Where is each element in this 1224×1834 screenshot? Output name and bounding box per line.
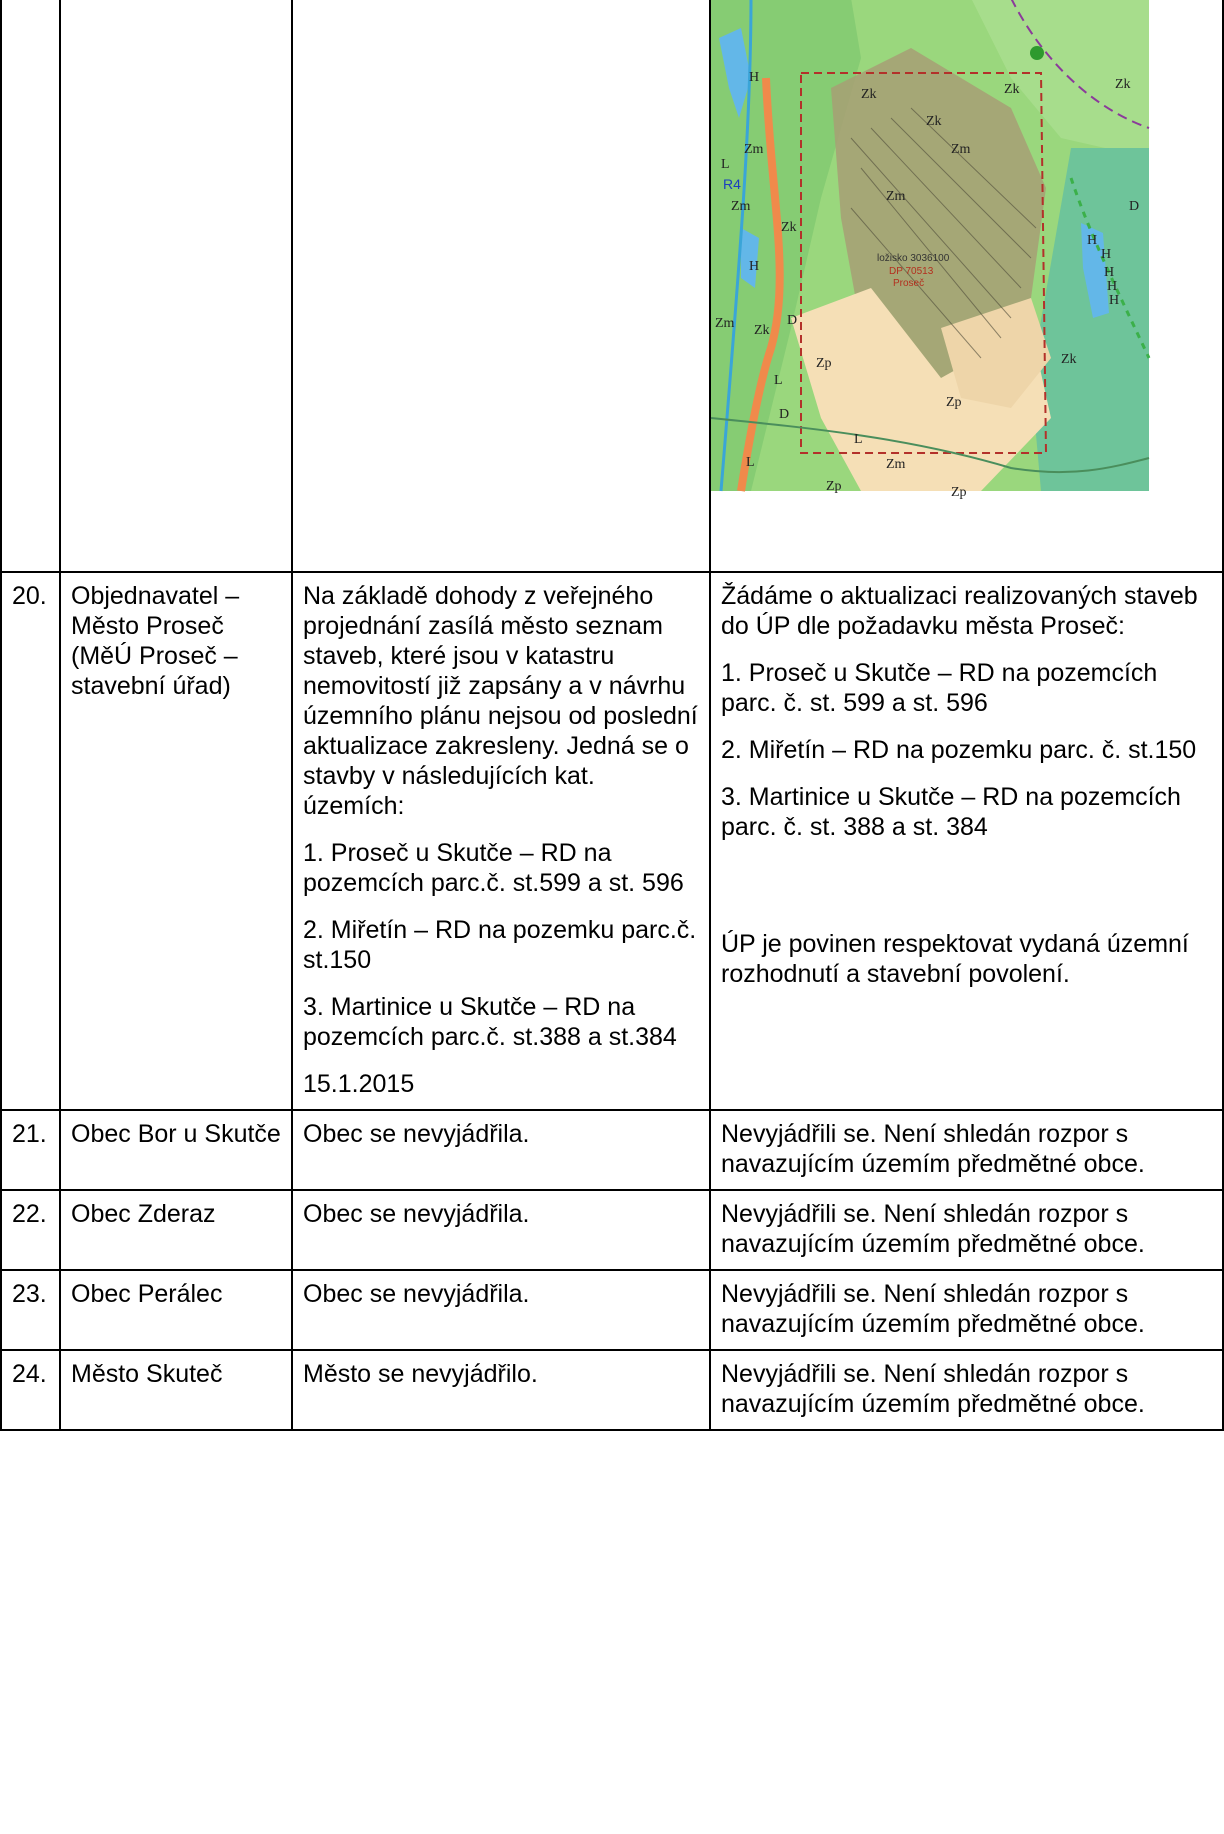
map-label-zp: Zp <box>951 485 967 500</box>
request-date: 15.1.2015 <box>303 1070 415 1098</box>
row-submitter: Objednavatel – Město Proseč (MěÚ Proseč – stavební úřad) <box>60 572 292 1110</box>
row-number: 23. <box>1 1270 60 1350</box>
response-note: ÚP je povinen respektovat vydaná územní rozhodnutí a stavební povolení. <box>721 930 1189 988</box>
row-response <box>710 572 1223 1110</box>
row-request: Obec se nevyjádřila. <box>292 1110 710 1190</box>
map-label-zp: Zp <box>816 356 832 371</box>
map-label-zm: Zm <box>886 457 906 472</box>
map-label-zk: Zk <box>1061 352 1077 367</box>
map-excerpt <box>711 0 1212 500</box>
cell-number-empty <box>1 0 60 572</box>
response-spacer <box>721 859 1212 929</box>
map-label-d: D <box>1129 199 1140 214</box>
map-label-l: L <box>746 455 755 470</box>
cell-map <box>710 0 1223 572</box>
map-label-h: H <box>749 70 760 85</box>
row-number: 24. <box>1 1350 60 1430</box>
map-label-zp: Zp <box>946 395 962 410</box>
map-label-l: L <box>774 373 783 388</box>
row-request: Město se nevyjádřilo. <box>292 1350 710 1430</box>
row-request: Obec se nevyjádřila. <box>292 1190 710 1270</box>
response-item: 3. Martinice u Skutče – RD na pozemcích parc. č. st. 388 a st. 384 <box>721 783 1181 841</box>
table-row <box>1 572 1223 1110</box>
table-row-map <box>1 0 1223 572</box>
row-submitter: Obec Perálec <box>60 1270 292 1350</box>
table-row <box>1 1190 1223 1270</box>
map-label-zm: Zm <box>715 316 735 331</box>
request-item: 1. Proseč u Skutče – RD na pozemcích parc.č. st.599 a st. 596 <box>303 839 684 897</box>
row-request: Obec se nevyjádřila. <box>292 1270 710 1350</box>
map-label-zk: Zk <box>754 323 770 338</box>
request-paragraph: Na základě dohody z veřejného projednání zasílá město seznam staveb, které jsou v katastru nemovitostí již zapsány a v návrhu územního plánu nejsou od poslední aktualizace zakresleny. Jedná se o stavby v následujících kat. územích: <box>303 582 698 820</box>
map-label-zm: Zm <box>886 189 906 204</box>
map-label-h: H <box>1107 279 1118 294</box>
map-label-zk: Zk <box>781 220 797 235</box>
row-response: Nevyjádřili se. Není shledán rozpor s navazujícím územím předmětné obce. <box>710 1110 1223 1190</box>
table-row <box>1 1270 1223 1350</box>
map-label-l: L <box>854 432 863 447</box>
row-response: Nevyjádřili se. Není shledán rozpor s navazujícím územím předmětné obce. <box>710 1350 1223 1430</box>
map-label-mining-area: DP 70513 <box>889 266 934 277</box>
cell-request-empty <box>292 0 710 572</box>
map-label-zm: Zm <box>731 199 751 214</box>
map-label-h: H <box>1101 247 1112 262</box>
map-label-zk: Zk <box>861 87 877 102</box>
request-item: 2. Miřetín – RD na pozemku parc.č. st.150 <box>303 916 697 974</box>
table-row <box>1 1110 1223 1190</box>
row-number: 21. <box>1 1110 60 1190</box>
request-item: 3. Martinice u Skutče – RD na pozemcích parc.č. st.388 a st.384 <box>303 993 677 1051</box>
map-label-h: H <box>1104 265 1115 280</box>
map-label-h: H <box>749 259 760 274</box>
map-label-r4: R4 <box>723 176 741 192</box>
response-item: 2. Miřetín – RD na pozemku parc. č. st.150 <box>721 736 1197 764</box>
row-number: 22. <box>1 1190 60 1270</box>
map-label-zm: Zm <box>951 142 971 157</box>
map-label-deposit: ložisko 3036100 <box>877 253 950 264</box>
row-request <box>292 572 710 1110</box>
row-submitter: Obec Bor u Skutče <box>60 1110 292 1190</box>
row-response: Nevyjádřili se. Není shledán rozpor s navazujícím územím předmětné obce. <box>710 1190 1223 1270</box>
map-label-d: D <box>787 313 798 328</box>
row-response: Nevyjádřili se. Není shledán rozpor s navazujícím územím předmětné obce. <box>710 1270 1223 1350</box>
map-label-zk: Zk <box>1004 82 1020 97</box>
response-item: 1. Proseč u Skutče – RD na pozemcích parc. č. st. 599 a st. 596 <box>721 659 1158 717</box>
map-label-l: L <box>721 157 730 172</box>
map-label-zp: Zp <box>826 479 842 494</box>
map-label-zm: Zm <box>744 142 764 157</box>
map-label-h: H <box>1087 233 1098 248</box>
map-label-h: H <box>1109 293 1120 308</box>
map-label-zk: Zk <box>1115 77 1131 92</box>
map-label-zk: Zk <box>926 114 942 129</box>
row-number: 20. <box>1 572 60 1110</box>
row-submitter: Obec Zderaz <box>60 1190 292 1270</box>
map-label-d: D <box>779 407 790 422</box>
response-paragraph: Žádáme o aktualizaci realizovaných staveb do ÚP dle požadavku města Proseč: <box>721 582 1198 640</box>
cell-submitter-empty <box>60 0 292 572</box>
map-label-place: Proseč <box>893 278 925 289</box>
row-submitter: Město Skuteč <box>60 1350 292 1430</box>
table-row <box>1 1350 1223 1430</box>
zoning-map-image <box>711 0 1149 500</box>
